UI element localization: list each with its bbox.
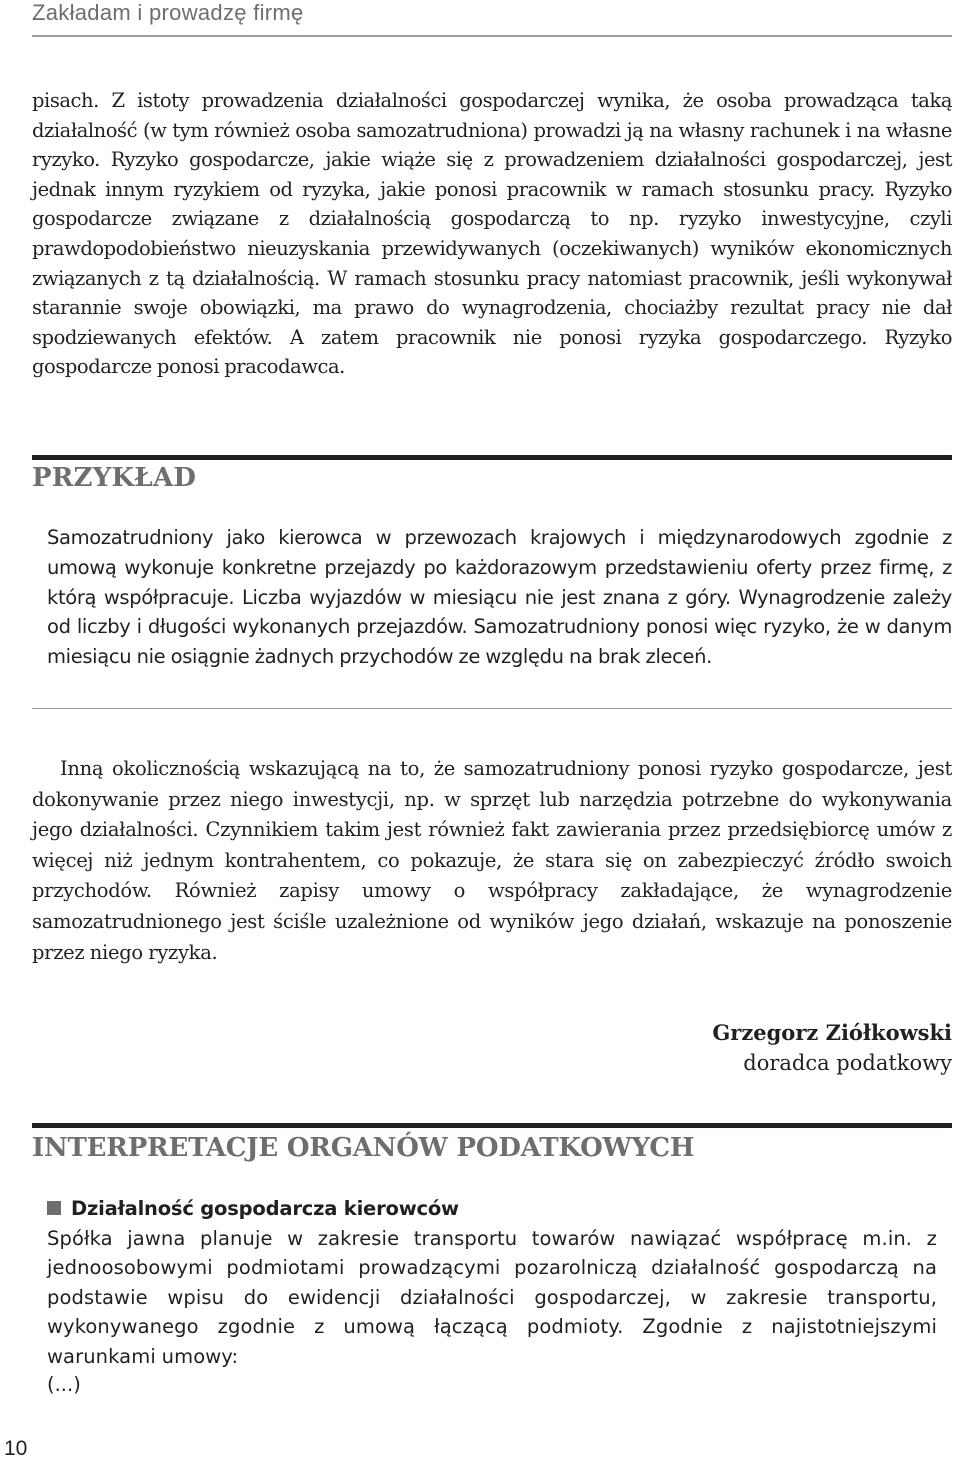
- signature-block: [712, 1017, 952, 1079]
- signature-name: Grzegorz Ziółkowski: [712, 1020, 952, 1045]
- interpretation-item-body: Spółka jawna planuje w zakresie transportu towarów nawiązać współpracę m.in. z jednoosobowymi podmiotami prowadzącymi pozarolniczą działalność gospodarczą na podstawie wpisu do ewidencji działalności gospodarczej, w zakresie transportu, wykonywanego zgodnie z umową łączącą podmioty. Zgodnie z najistotniejszymi warunkami umowy:: [47, 1227, 937, 1368]
- square-bullet-icon: [47, 1201, 61, 1215]
- body-paragraph-2: Inną okolicznością wskazującą na to, że samozatrudniony ponosi ryzyko gospodarcze, jest dokonywanie przez niego inwestycji, np. w sprzęt lub narzędzia potrzebne do wykonywania jego działalności. Czynnikiem takim jest również fakt zawierania przez przedsiębiorcę umów z więcej niż jednym kontrahentem, co pokazuje, że stara się on zabezpieczyć źródło swoich przychodów. Również zapisy umowy o współpracy zakładające, że wynagrodzenie samozatrudnionego jest ściśle uzależnione od wyników jego działań, wskazuje na ponoszenie przez niego ryzyka.: [32, 757, 952, 964]
- header-divider: [32, 35, 952, 37]
- interpretations-top-rule: [32, 1123, 952, 1128]
- example-body: Samozatrudniony jako kierowca w przewozach krajowych i międzynarodowych zgodnie z umową wykonuje konkretne przejazdy po każdorazowym przedstawieniu oferty przez firmę, z którą współpracuje. Liczba wyjazdów w miesiącu nie jest znana z góry. Wynagrodzenie zależy od liczby i długości wykonanych przejazdów. Samozatrudniony ponosi więc ryzyko, że w danym miesiącu nie osiągnie żadnych przychodów ze względu na brak zleceń.: [47, 526, 952, 669]
- example-title: PRZYKŁAD: [32, 463, 197, 493]
- signature-role: doradca podatkowy: [743, 1051, 952, 1075]
- running-head: Zakładam i prowadzę firmę: [32, 0, 304, 25]
- example-bottom-rule: [32, 708, 952, 709]
- interpretation-item-title: Działalność gospodarcza kierowców: [71, 1197, 459, 1220]
- interpretation-ellipsis: (...): [47, 1373, 81, 1396]
- interpretations-title: INTERPRETACJE ORGANÓW PODATKOWYCH: [32, 1133, 695, 1163]
- interpretation-item-heading: [47, 1195, 459, 1223]
- page-number: 10: [4, 1437, 28, 1460]
- example-top-rule: [32, 455, 952, 460]
- body-paragraph-1: pisach. Z istoty prowadzenia działalności gospodarczej wynika, że osoba prowadząca taką działalność (w tym również osoba samozatrudniona) prowadzi ją na własny rachunek i na własne ryzyko. Ryzyko gospodarcze, jakie wiąże się z prowadzeniem działalności gospodarczej, jest jednak innym ryzykiem od ryzyka, jakie ponosi pracownik w ramach stosunku pracy. Ryzyko gospodarcze związane z działalnością gospodarczą to np. ryzyko inwestycyjne, czyli prawdopodobieństwo nieuzyskania przewidywanych (oczekiwanych) wyników ekonomicznych związanych z tą działalnością. W ramach stosunku pracy natomiast pracownik, jeśli wykonywał starannie swoje obowiązki, ma prawo do wynagrodzenia, chociażby rezultat pracy nie dał spodziewanych efektów. A zatem pracownik nie ponosi ryzyka gospodarczego. Ryzyko gospodarcze ponosi pracodawca.: [32, 89, 952, 379]
